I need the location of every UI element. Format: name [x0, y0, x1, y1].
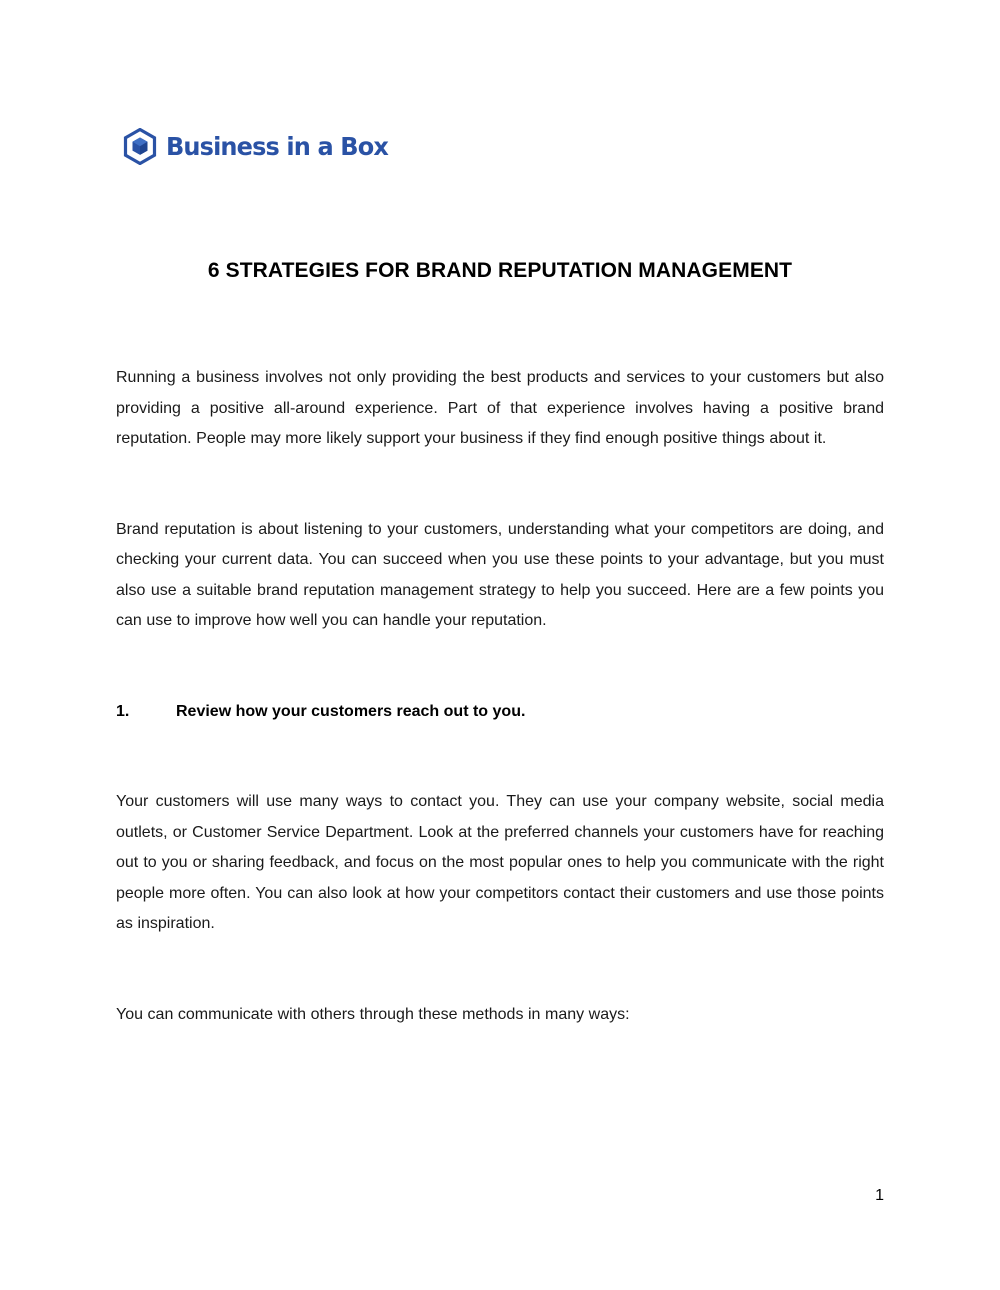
document-body — [116, 363, 884, 1060]
paragraph-spacer — [116, 667, 884, 697]
section-number: 1. — [116, 702, 130, 720]
page-title: 6 STRATEGIES FOR BRAND REPUTATION MANAGEMENT — [207, 259, 793, 283]
paragraph-section-body: Your customers will use many ways to contact you. They can use your company website, social media outlets, or Customer Service Department. Look at the preferred channels your customers have for reaching out to you or sharing feedback, and focus on the most popular ones to help you communicate with the right people more often. You can also look at how your competitors contact their customers and use those points as inspiration. — [116, 793, 884, 932]
paragraph-spacer — [116, 970, 884, 1000]
hexagon-logo-icon — [123, 128, 157, 165]
brand-logo-text: Business in a Box — [166, 131, 388, 161]
section-heading-1 — [116, 697, 884, 728]
page-number: 1 — [875, 1187, 884, 1204]
section-heading-text: Review how your customers reach out to you. — [176, 702, 526, 720]
brand-logo — [123, 126, 397, 166]
paragraph-overview: Brand reputation is about listening to your customers, understanding what your competitors are doing, and checking your current data. You can succeed when you use these points to your advantage, but you must also use a suitable brand reputation management strategy to help you succeed. Here are a few points you can use to improve how well you can handle your reputation. — [116, 520, 884, 629]
paragraph-spacer — [116, 757, 884, 787]
paragraph-intro: Running a business involves not only providing the best products and services to your customers but also providing a positive all-around experience. Part of that experience involves having a positive brand reputation. People may more likely support your business if they find enough positive things about it. — [116, 369, 884, 447]
paragraph-spacer — [116, 485, 884, 515]
paragraph-section-closing: You can communicate with others through these methods in many ways: — [116, 1005, 630, 1023]
